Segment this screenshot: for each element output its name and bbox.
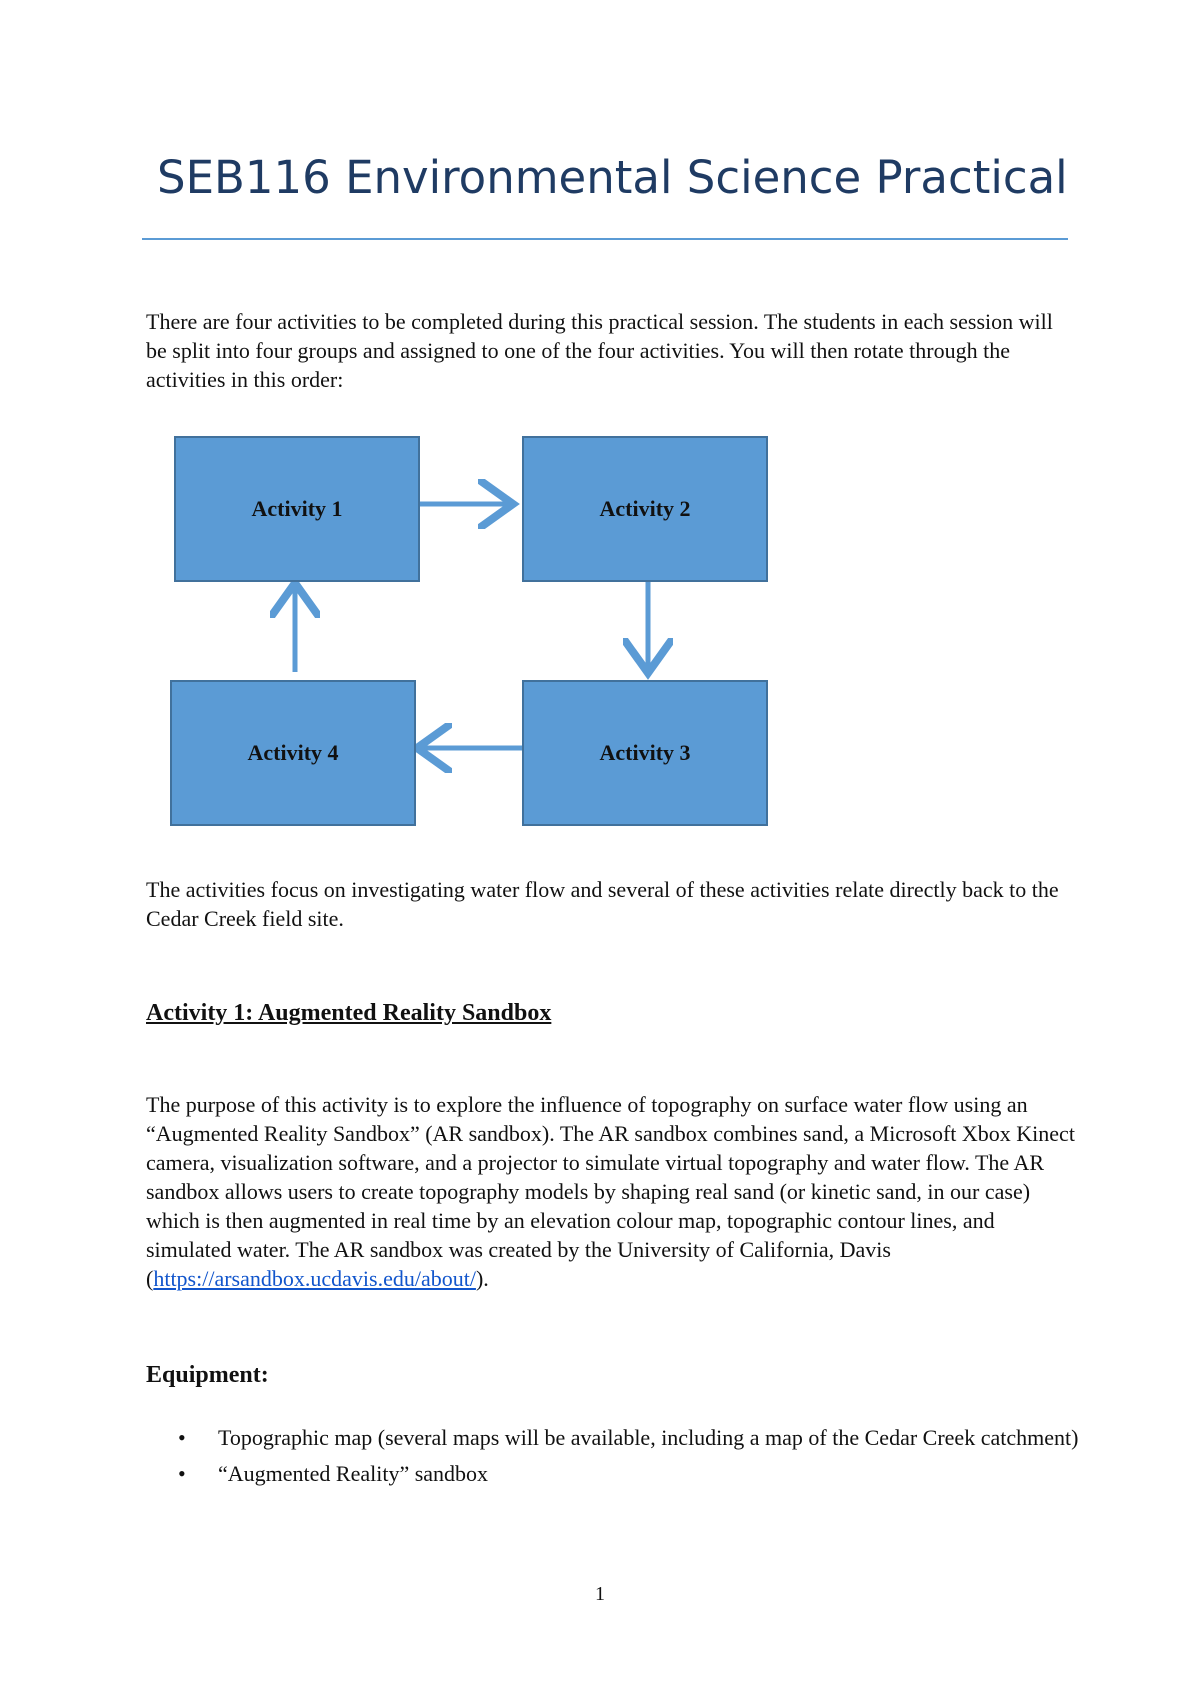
intro-paragraph: There are four activities to be completed during this practical session. The students in each session will be split into four groups and assigned to one of the four activities. You will then rotate through the activities in this order: xyxy=(146,309,1053,392)
equipment-list xyxy=(146,1423,1086,1495)
list-item-text: “Augmented Reality” sandbox xyxy=(218,1461,489,1486)
activity-1-heading: Activity 1: Augmented Reality Sandbox xyxy=(146,1000,552,1026)
activity-4-box: Activity 4 xyxy=(170,680,416,826)
list-item xyxy=(146,1459,1086,1488)
title-divider xyxy=(142,238,1068,240)
arsandbox-link[interactable]: https://arsandbox.ucdavis.edu/about/ xyxy=(153,1266,476,1291)
bullet-icon: • xyxy=(178,1461,186,1486)
list-item xyxy=(146,1423,1086,1452)
page-number: 1 xyxy=(595,1583,605,1605)
purpose-end: ). xyxy=(475,1266,489,1291)
focus-paragraph: The activities focus on investigating water flow and several of these activities relate directly back to the Cedar Creek field site. xyxy=(146,877,1059,931)
activity-1-purpose xyxy=(146,1090,1076,1293)
activity-3-box: Activity 3 xyxy=(522,680,768,826)
page-title: SEB116 Environmental Science Practical xyxy=(157,151,1068,204)
purpose-text: The purpose of this activity is to explore the influence of topography on surface water flow using an “Augmented Reality Sandbox” (AR sandbox). The AR sandbox combines sand, a Microsoft Xbox Kinect camera, visualization software, and a projector to simulate virtual topography and water flow. The AR sandbox allows users to create topography models by shaping real sand (or kinetic sand, in our case) which is then augmented in real time by an elevation colour map, topographic contour lines, and simulated water. The AR sandbox was created by the University of California, Davis ( xyxy=(146,1092,1075,1291)
activity-1-box: Activity 1 xyxy=(174,436,420,582)
activity-2-box: Activity 2 xyxy=(522,436,768,582)
equipment-heading: Equipment: xyxy=(146,1362,269,1388)
bullet-icon: • xyxy=(178,1425,186,1450)
activity-rotation-diagram xyxy=(160,430,780,840)
list-item-text: Topographic map (several maps will be available, including a map of the Cedar Creek catchment) xyxy=(218,1425,1079,1450)
